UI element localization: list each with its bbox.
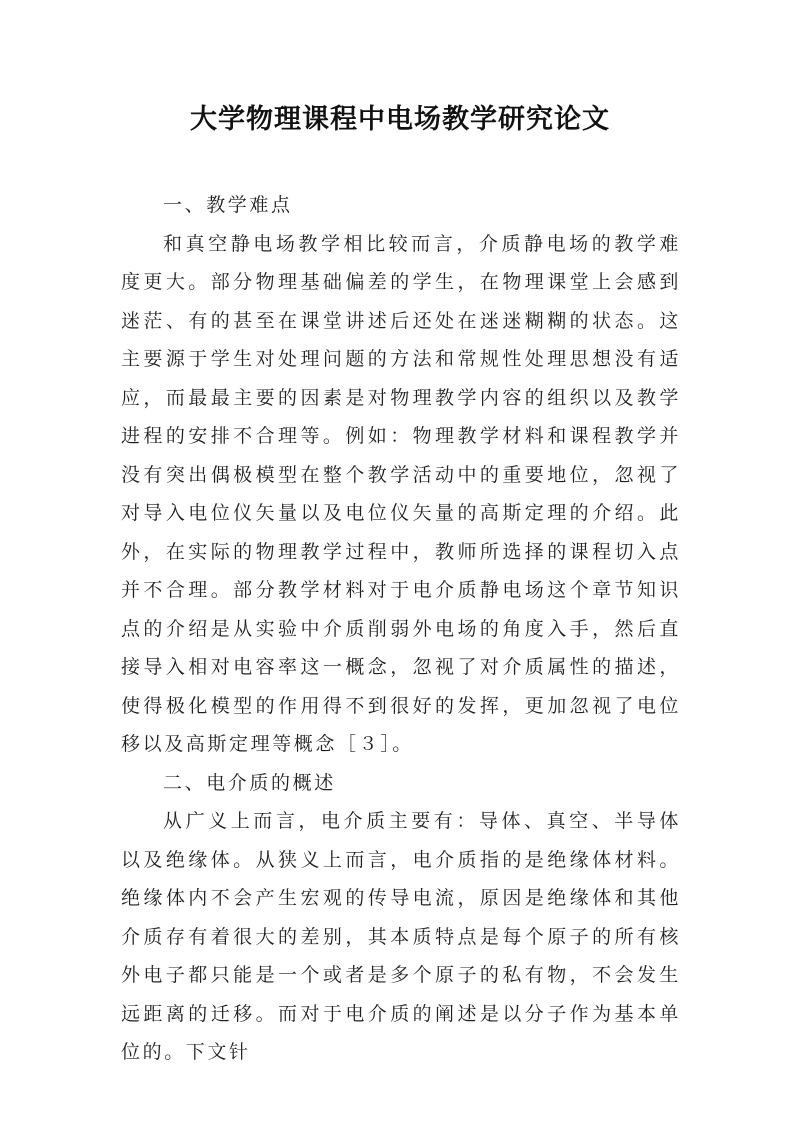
document-title: 大学物理课程中电场教学研究论文 [190,104,610,135]
section-paragraph-teaching-difficulties: 和真空静电场教学相比较而言，介质静电场的教学难度更大。部分物理基础偏差的学生，在物理课堂上会感到迷茫、有的甚至在课堂讲述后还处在迷迷糊糊的状态。这主要源于学生对处理问题的方法和常规性处理思想没有适应，而最最主要的因素是对物理教学内容的组织以及教学进程的安排不合理等。例如：物理教学材料和课程教学并没有突出偶极模型在整个教学活动中的重要地位，忽视了对导入电位仪矢量以及电位仪矢量的高斯定理的介绍。此外，在实际的物理教学过程中，教师所选择的课程切入点并不合理。部分教学材料对于电介质静电场这个章节知识点的介绍是从实验中介质削弱外电场的角度入手，然后直接导入相对电容率这一概念，忽视了对介质属性的描述，使得极化模型的作用得不到很好的发挥，更加忽视了电位移以及高斯定理等概念［３］。 [121,232,681,755]
section-heading-dielectric-overview: 二、电介质的概述 [163,771,336,794]
section-heading-teaching-difficulties: 一、教学难点 [163,194,293,216]
section-paragraph-dielectric-overview: 从广义上而言，电介质主要有：导体、真空、半导体以及绝缘体。从狭义上而言，电介质指的是绝缘体材料。绝缘体内不会产生宏观的传导电流，原因是绝缘体和其他介质存有着很大的差别，其本质特点是每个原子的所有核外电子都只能是一个或者是多个原子的私有物，不会发生远距离的迁移。而对于电介质的阐述是以分子作为基本单位的。下文针 [121,810,681,1063]
document-body [121,186,681,1072]
